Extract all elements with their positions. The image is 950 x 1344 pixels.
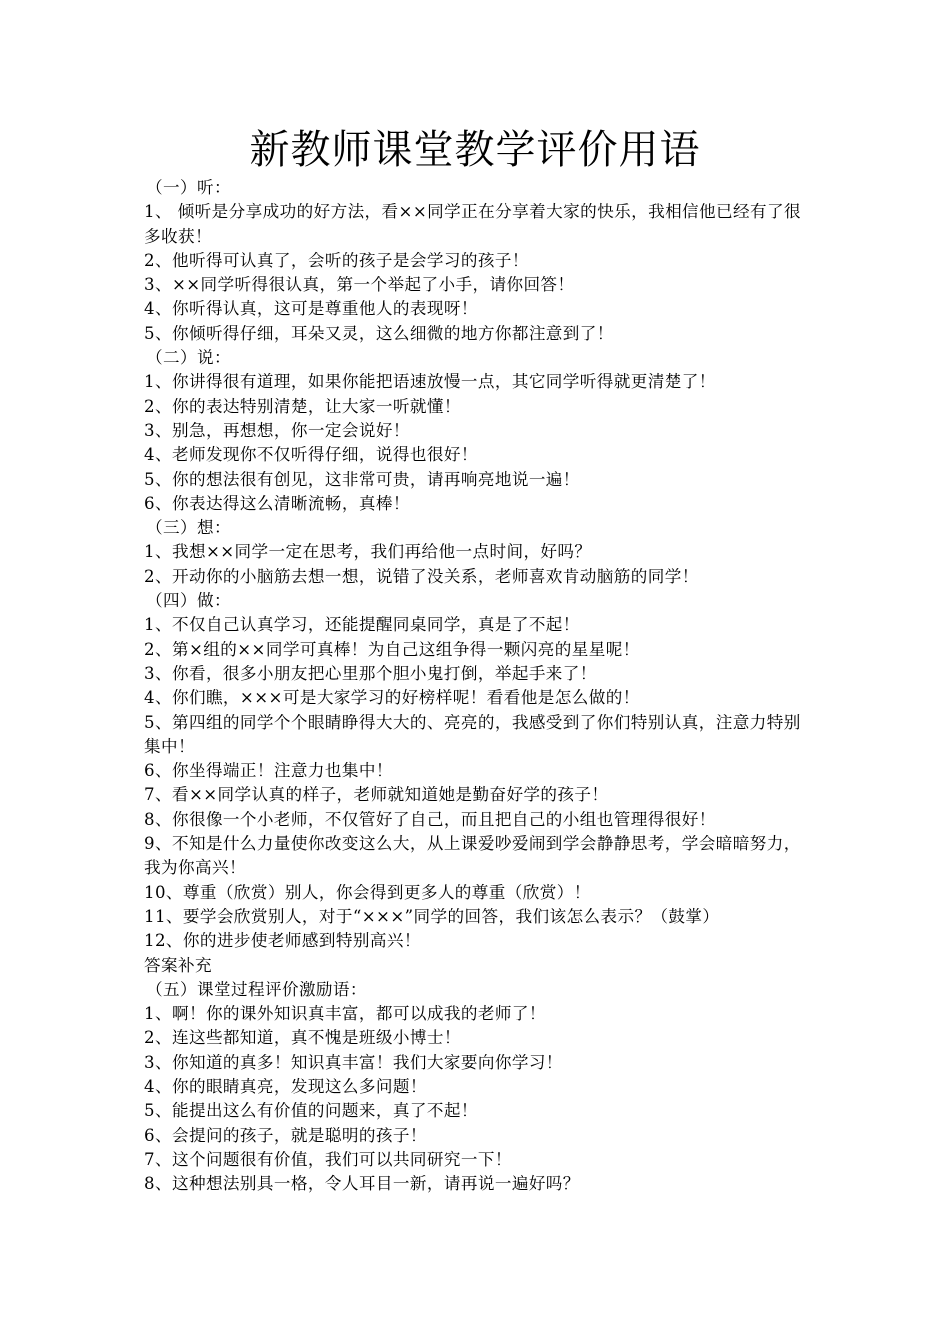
list-item: 7、这个问题很有价值，我们可以共同研究一下！ bbox=[144, 1149, 512, 1169]
list-item: 6、你坐得端正！注意力也集中！ bbox=[144, 761, 393, 781]
list-item: 3、别急，再想想，你一定会说好！ bbox=[144, 420, 410, 440]
list-item: 5、第四组的同学个个眼睛睁得大大的、亮亮的，我感受到了你们特别认真，注意力特别集中！ bbox=[144, 712, 801, 756]
page-title: 新教师课堂教学评价用语 bbox=[249, 127, 701, 173]
list-item: 3、××同学听得很认真，第一个举起了小手，请你回答！ bbox=[144, 275, 575, 295]
list-item: 10、尊重（欣赏）别人，你会得到更多人的尊重（欣赏）！ bbox=[144, 882, 591, 902]
list-item: 2、你的表达特别清楚，让大家一听就懂！ bbox=[144, 396, 461, 416]
list-item: 6、会提问的孩子，就是聪明的孩子！ bbox=[144, 1125, 427, 1145]
list-item: 5、能提出这么有价值的问题来，真了不起！ bbox=[144, 1101, 478, 1121]
list-item: 9、不知是什么力量使你改变这么大，从上课爱吵爱闹到学会静静思考，学会暗暗努力，我为你高兴！ bbox=[144, 834, 801, 878]
list-item: 11、要学会欣赏别人，对于“×××”同学的回答，我们该怎么表示？（鼓掌） bbox=[144, 906, 720, 926]
list-item: 1、不仅自己认真学习，还能提醒同桌同学，真是了不起！ bbox=[144, 615, 580, 635]
list-item: 2、开动你的小脑筋去想一想，说错了没关系，老师喜欢肯动脑筋的同学！ bbox=[144, 566, 699, 586]
list-item: 5、你倾听得仔细，耳朵又灵，这么细微的地方你都注意到了！ bbox=[144, 323, 614, 343]
list-item: 6、你表达得这么清晰流畅，真棒！ bbox=[144, 493, 410, 513]
list-item: 1、我想××同学一定在思考，我们再给他一点时间，好吗？ bbox=[144, 542, 592, 562]
list-item: 1、啊！你的课外知识真丰富，都可以成我的老师了！ bbox=[144, 1004, 546, 1024]
list-item: 2、第×组的××同学可真棒！为自己这组争得一颗闪亮的星星呢！ bbox=[144, 639, 640, 659]
document-body bbox=[144, 176, 814, 1196]
list-item: 1、 倾听是分享成功的好方法，看××同学正在分享着大家的快乐，我相信他已经有了很多收获！ bbox=[144, 202, 802, 246]
section-heading-think: （三）想： bbox=[146, 518, 231, 538]
answer-supplement-label: 答案补充 bbox=[144, 955, 212, 975]
list-item: 7、看××同学认真的样子，老师就知道她是勤奋好学的孩子！ bbox=[144, 785, 609, 805]
list-item: 8、这种想法别具一格，令人耳目一新，请再说一遍好吗？ bbox=[144, 1174, 580, 1194]
section-heading-speak: （二）说： bbox=[146, 348, 231, 368]
section-heading-encouragement: （五）课堂过程评价激励语： bbox=[146, 979, 367, 999]
list-item: 2、他听得可认真了，会听的孩子是会学习的孩子！ bbox=[144, 250, 529, 270]
list-item: 3、你看，很多小朋友把心里那个胆小鬼打倒，举起手来了！ bbox=[144, 663, 597, 683]
list-item: 1、你讲得很有道理，如果你能把语速放慢一点，其它同学听得就更清楚了！ bbox=[144, 372, 716, 392]
list-item: 8、你很像一个小老师，不仅管好了自己，而且把自己的小组也管理得很好！ bbox=[144, 809, 716, 829]
list-item: 4、你们瞧，×××可是大家学习的好榜样呢！看看他是怎么做的！ bbox=[144, 688, 640, 708]
list-item: 5、你的想法很有创见，这非常可贵，请再响亮地说一遍！ bbox=[144, 469, 580, 489]
list-item: 2、连这些都知道，真不愧是班级小博士！ bbox=[144, 1028, 461, 1048]
section-heading-do: （四）做： bbox=[146, 591, 231, 611]
list-item: 12、你的进步使老师感到特别高兴！ bbox=[144, 931, 421, 951]
list-item: 4、老师发现你不仅听得仔细，说得也很好！ bbox=[144, 445, 478, 465]
list-item: 4、你听得认真，这可是尊重他人的表现呀！ bbox=[144, 299, 478, 319]
list-item: 3、你知道的真多！知识真丰富！我们大家要向你学习！ bbox=[144, 1052, 563, 1072]
section-heading-listen: （一）听： bbox=[146, 178, 231, 197]
list-item: 4、你的眼睛真亮，发现这么多问题！ bbox=[144, 1076, 427, 1096]
